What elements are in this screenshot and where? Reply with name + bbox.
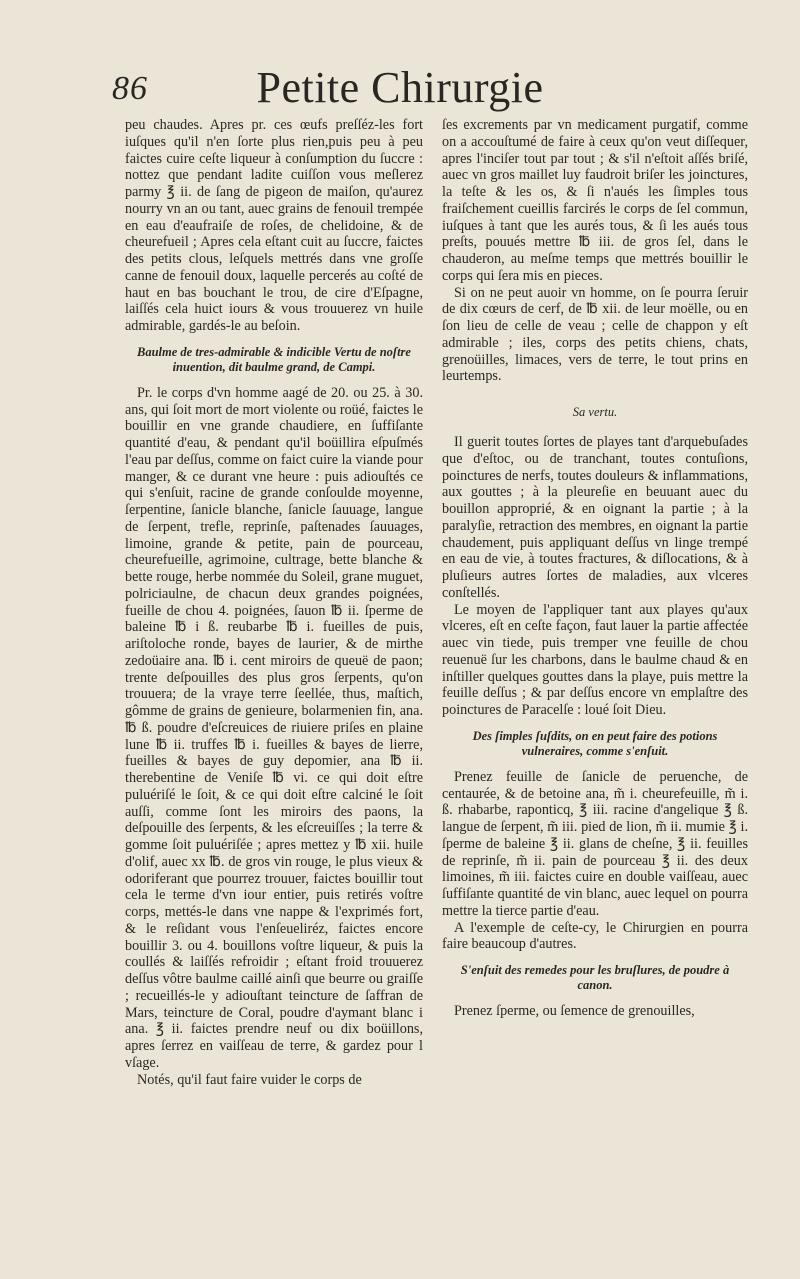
section-heading: Sa vertu. [572,405,618,419]
paragraph: ſes excrements par vn medicament purgatif, comme on a accouſtumé de faire à ceux qu'on veut diſſequer, apres l'inciſer tout par tout ; & s'il n'eſtoit aſſés briſé, auec vn gros maillet luy faudroit briſer les joinctures, la teſte & les os, & ſi n'aués les ſimples tous fraiſchement cueillis farcirés le corps de ſel commun, iuſques à tant que les aurés tous, & ſi les aués tous preſts, pouués mettre ℔ iii. de gros ſel, dans le chauderon, au meſme temps que mettrés bouillir le corps qui ſera mis en pieces. [442,117,748,284]
running-title: Petite Chirurgie [256,63,544,112]
right-column [442,117,748,1020]
paragraph: Prenez ſperme, ou ſemence de grenouilles, [454,1003,695,1019]
paragraph: A l'exemple de ceſte-cy, le Chirurgien en pourra faire beaucoup d'autres. [442,919,748,953]
section-heading: Baulme de tres-admirable & indicible Vertu de noſtre inuention, dit baulme grand, de Campi. [137,344,411,374]
page-number: 86 [112,70,148,107]
section-heading: S'enſuit des remedes pour les bruſlures, de poudre à canon. [460,963,730,992]
paragraph: Il guerit toutes ſortes de playes tant d'arquebuſades que d'eſtoc, ou de tranchant, toutes contuſions, poinctures de nerfs, toutes douleurs & inflammations, aux gouttes ; à la pleureſie en beuuant auec du bouillon approprié, & en oignant la partie ; à la paralyſie, retraction des membres, en oignant la partie chaudement, puis appliquant deſſus vn linge trempé en eau de vie, à toutes fractures, & diſlocations, & à pluſieurs autres ſortes de maladies, aux vlceres conſtellés. [442,434,748,601]
paragraph: Pr. le corps d'vn homme aagé de 20. ou 25. à 30. ans, qui ſoit mort de mort violente ou roüé, faictes le bouillir en vne grande chaudiere, en ſuffiſante quantité d'eau, & pendant qu'il boüillira eſpuſmés l'eau par deſſus, comme on faict cuire la viande pour manger, & ce durant vne heure : puis adiouſtés ce qui s'enſuit, racine de grande conſoulde moyenne, ſerpentine, ſanicle blanche, ſanicle ſauuage, langue de ſerpent, trefle, reprinſe, paſtenades ſauuages, limoine, grande & petite, pain de pourceau, cheurefueille, agrimoine, cultrage, bette blanche & bette rouge, herbe nommée du Soleil, grane muguet, polriciaulne, de chacun deux grandes poignées, fueille de chou 4. poignées, ſauon ℔ ii. ſperme de baleine ℔ i ß. reubarbe ℔ i. fueilles de puis, ariſtoloche ronde, bayes de laurier, & de mirthe zedoüaire ana. ℔ i. cent miroirs de queuë de paon; trente deſpouilles des plus gros ſerpents, qu'on trouuera; de la vraye terre ſeellée, thus, maſtich, gômme de grains de genieure, bolarmenien fin, ana. ℔ ß. poudre d'eſcreuices de riuiere priſes en plaine lune ℔ ii. truffes ℔ i. fueilles & bayes de lierre, fueilles & bayes de guy depomier, ana ℔ ii. therebentine de Veniſe ℔ vi. ce qui doit eſtre puluériſé le ſoit, & ce qui doit eſtre calciné le ſoit auſſi, comme ſont les miroirs des paons, la deſpouille des ſerpents, & les eſcreuiſſes ; la terre & gomme ſoit puluériſée ; apres mettez y ℔ xii. huile d'olif, auec xx ℔. de gros vin rouge, le plus vieux & odoriferant que pourrez trouuer, faictes bouillir tout cela le terme d'vn iour entier, puis retirés voſtre corps, mettés-le dans vne nappe & l'exprimés fort, & le reſidant vous l'enſeueliréz, faictes encore bouillir 3. ou 4. bouillons voſtre liqueur, & puis la coullés & laiſſés refroidir ; eſtant froid trouuerez deſſus vôtre baulme caillé ainſi que beurre ou graiſſe ; recueillés-le y adiouſtant teincture de ſaffran de Mars, teincture de Coral, poudre d'aymant blanc i ana. ℥ ii. faictes prendre neuf ou dix boüillons, apres ſerrez en vaiſſeau de terre, & gardez pour l vſage. [125,384,423,1071]
paragraph: Prenez feuille de ſanicle de peruenche, de centaurée, & de betoine ana, m̃ i. cheurefeuille, m̃ i. ß. rhabarbe, raponticq, ℥ iii. racine d'angelique ℥ ß. langue de ſerpent, m̃ iii. pied de lion, m̃ ii. mumie ℥ i. ſperme de baleine ℥ ii. glans de cheſne, ℥ ii. feuilles de reprinſe, m̃ ii. pain de pourceau ℥ ii. des deux limoines, m̃ iii. faictes cuire en double vaiſſeau, auec ſuffiſante quantité de vin blanc, auec lequel on pourra mettre la tierce partie d'eau. [442,768,748,919]
section-heading: Des ſimples ſuſdits, on en peut faire des potions vulneraires, comme s'enſuit. [472,728,718,758]
paragraph: Le moyen de l'appliquer tant aux playes qu'aux vlceres, eſt en ceſte façon, faut lauer la partie affectée auec vin tiede, puis tremper vne feuille de chou reuenuë ſur les charbons, dans le baulme chaud & en inſtiller quelques gouttes dans la playe, puis mettre la feuille deſſus ; & par deſſus encore vn emplaſtre des poinctures de Paracelſe : loué ſoit Dieu. [442,601,748,718]
left-column [125,117,423,1088]
paragraph: Si on ne peut auoir vn homme, on ſe pourra ſeruir de dix cœurs de cerf, de ℔ xii. de leur moëlle, ou en ſon lieu de celle de veau ; celle de chappon y eſt admirable ; iles, corps des petits chiens, chats, grenoüilles, limaces, vers de terre, le tout prins en leurtemps. [442,284,748,385]
paragraph: Notés, qu'il faut faire vuider le corps de [137,1071,362,1088]
paragraph: peu chaudes. Apres pr. ces œufs preſſéz-les fort iuſques qu'il n'en ſorte plus rien,puis peu à peu faictes cuire ceſte liqueur à conſumption du ſuccre : nottez que pendant ladite cuiſſon vous meſlerez parmy ℥ ii. de ſang de pigeon de maiſon, qu'aurez nourry vn an ou tant, auec grains de fenouil trempée en eau d'eaufraiſe de roſes, de chelidoine, & de cheurefueil ; Apres cela eſtant cuit au ſuccre, faictes des petits clous, leſquels mettrés dans vne groſſe canne de fenouil doux, laquelle percerés au coſté de haut en bas bouchant le trou, de cire d'Eſpagne, laiſſés cela huict iours & vous trouuerez vn huile admirable, gardés-le au beſoin. [125,117,423,334]
